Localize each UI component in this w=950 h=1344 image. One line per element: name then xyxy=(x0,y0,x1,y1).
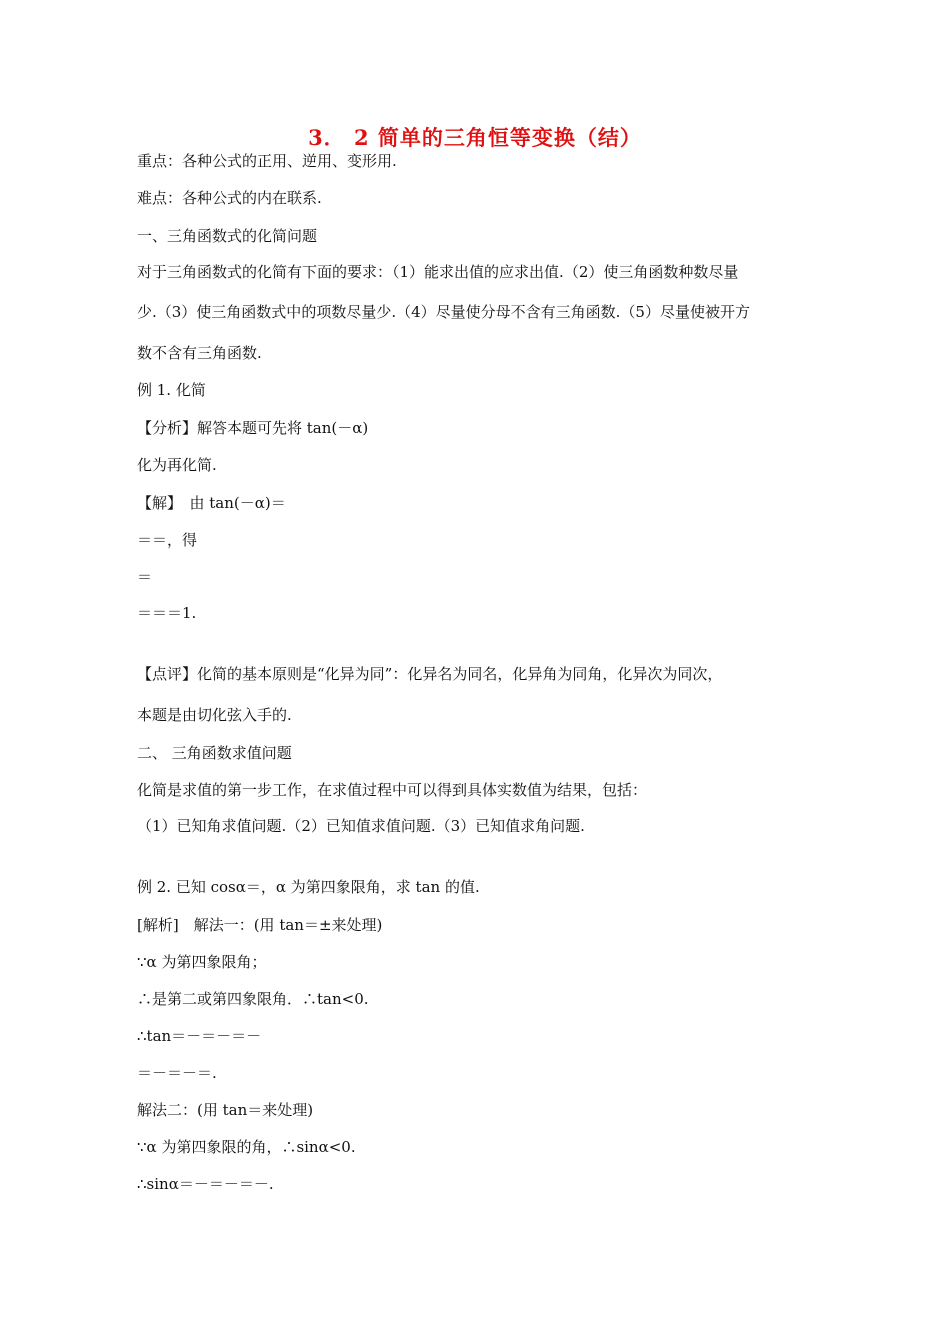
solution-line: [解析] 解法一：(用 tan＝±来处理) xyxy=(137,916,383,934)
solution-line: ∵α 为第四象限角； xyxy=(137,953,267,971)
paragraph-line: （1）已知角求值问题.（2）已知值求值问题.（3）已知值求角问题. xyxy=(137,817,585,835)
paragraph-line: 少.（3）使三角函数式中的项数尽量少.（4）尽量使分母不含有三角函数.（5）尽量使被开方 xyxy=(137,303,750,321)
solution-line: ∴sinα＝－＝－＝－. xyxy=(137,1175,274,1193)
analysis-line: 化为再化简. xyxy=(137,456,217,474)
solution-line: ∴tan＝－＝－＝－ xyxy=(137,1027,262,1045)
key-point-line: 重点：各种公式的正用、逆用、变形用. xyxy=(137,152,397,170)
paragraph-line: 数不含有三角函数. xyxy=(137,344,262,362)
paragraph-line: 化简是求值的第一步工作，在求值过程中可以得到具体实数值为结果，包括： xyxy=(137,781,648,799)
analysis-line: 【分析】解答本题可先将 tan(－α) xyxy=(137,419,369,437)
comment-line: 【点评】化简的基本原则是“化异为同”：化异名为同名，化异角为同角，化异次为同次， xyxy=(137,665,723,683)
solution-line: ∴是第二或第四象限角．∴tan<0. xyxy=(137,990,369,1008)
example-1-heading: 例 1. 化简 xyxy=(137,381,206,399)
solution-line: 【解】 由 tan(－α)＝ xyxy=(137,494,286,512)
solution-line: ＝－＝－＝. xyxy=(137,1064,217,1082)
solution-line: 解法二：(用 tan＝来处理) xyxy=(137,1101,314,1119)
solution-line: ＝＝，得 xyxy=(137,531,198,549)
paragraph-line: 对于三角函数式的化简有下面的要求：（1）能求出值的应求出值.（2）使三角函数种数尽量 xyxy=(137,263,739,281)
document-title: 3． 2 简单的三角恒等变换（结） xyxy=(308,125,642,150)
solution-line: ＝＝＝1. xyxy=(137,604,197,622)
solution-line: ＝ xyxy=(137,568,153,586)
section-heading-1: 一、三角函数式的化简问题 xyxy=(137,227,318,245)
solution-line: ∵α 为第四象限的角，∴sinα<0. xyxy=(137,1138,356,1156)
comment-line: 本题是由切化弦入手的. xyxy=(137,706,292,724)
difficulty-line: 难点：各种公式的内在联系. xyxy=(137,189,322,207)
section-heading-2: 二、 三角函数求值问题 xyxy=(137,744,292,762)
example-2-heading: 例 2. 已知 cosα＝，α 为第四象限角，求 tan 的值. xyxy=(137,878,480,896)
